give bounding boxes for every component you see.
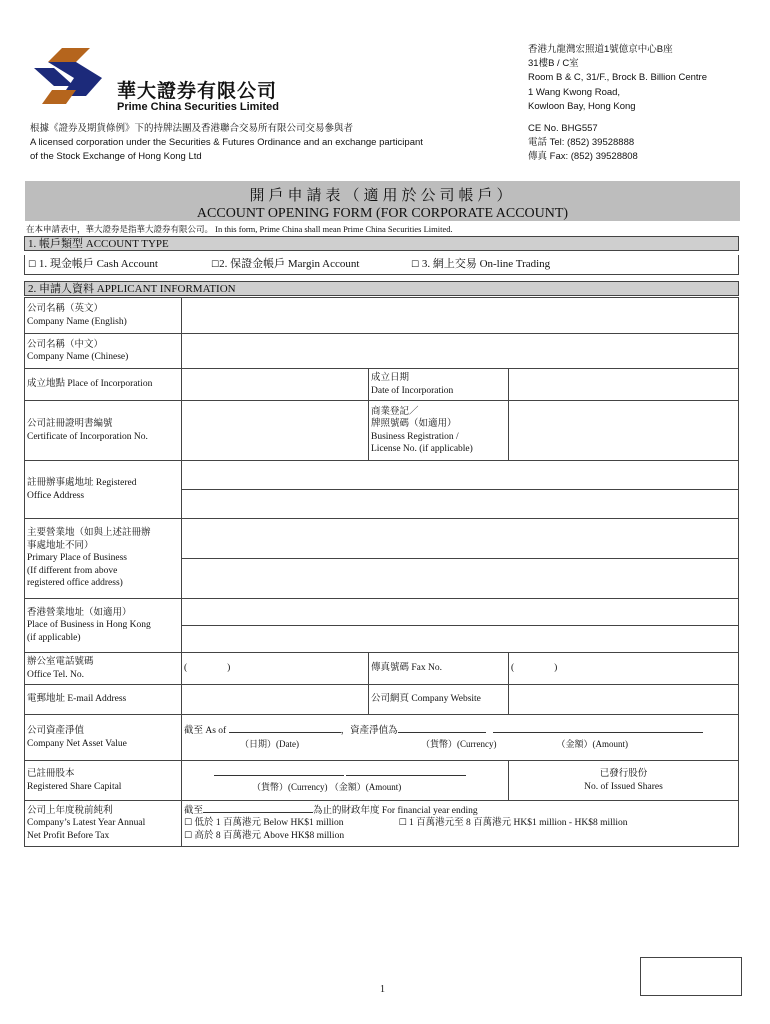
company-name-en-label: 公司名稱（英文） Company Name (English) [25, 298, 182, 334]
fax-label: 傳真號碼 Fax No. [369, 653, 509, 685]
date-of-incorporation-label: 成立日期 Date of Incorporation [369, 369, 509, 401]
licence-en-1: A licensed corporation under the Securities & Futures Ordinance and an exchange participant [30, 137, 423, 148]
company-name-en-field[interactable] [182, 298, 739, 334]
company-name-cn-field[interactable] [182, 334, 739, 369]
certificate-no-label: 公司註冊證明書編號 Certificate of Incorporation No. [25, 401, 182, 461]
account-type-options [24, 255, 739, 275]
telephone: 電話 Tel: (852) 39528888 [528, 137, 635, 148]
share-capital-field[interactable]: （貨幣）(Currency) （金額）(Amount) [182, 761, 509, 801]
primary-place-field-2[interactable] [182, 559, 739, 599]
hk-place-label: 香港營業地址（如適用） Place of Business in Hong Kong (if applicable) [25, 599, 182, 653]
registered-address-label: 註冊辦事處地址 Registered Office Address [25, 461, 182, 519]
company-logo [32, 46, 112, 106]
company-address [528, 43, 707, 114]
hk-place-field-2[interactable] [182, 626, 739, 653]
section-1-heading: 1. 帳戶類型 ACCOUNT TYPE [24, 236, 739, 251]
checkbox-icon[interactable]: ☐ [411, 260, 420, 270]
checkbox-icon[interactable]: ☐ [28, 260, 37, 270]
company-name-en: Prime China Securities Limited [117, 101, 279, 113]
form-title-bar [25, 181, 740, 221]
address-line: Room B & C, 31/F., Brock B. Billion Centre [528, 72, 707, 84]
office-use-box [640, 957, 742, 996]
date-of-incorporation-field[interactable] [509, 369, 739, 401]
office-tel-label: 辦公室電話號碼 Office Tel. No. [25, 653, 182, 685]
primary-place-field-1[interactable] [182, 519, 739, 559]
licence-cn: 根據《證券及期貨條例》下的持牌法團及香港聯合交易所有限公司交易參與者 [30, 123, 354, 134]
company-name-cn-label: 公司名稱（中文） Company Name (Chinese) [25, 334, 182, 369]
cash-account-option[interactable]: ☐ 1. 現金帳戶 Cash Account [28, 258, 158, 270]
website-field[interactable] [509, 685, 739, 715]
form-title-en: ACCOUNT OPENING FORM (FOR CORPORATE ACCOUNT) [196, 206, 569, 221]
net-asset-label: 公司資產淨值 Company Net Asset Value [25, 715, 182, 761]
address-line: 31樓B / C室 [528, 58, 579, 70]
checkbox-icon[interactable]: ☐ [184, 830, 193, 841]
br-license-label: 商業登記／ 牌照號碼（如適用） Business Registration / License No. (if applicable) [369, 401, 509, 461]
checkbox-icon[interactable]: ☐ [184, 818, 193, 829]
br-license-field[interactable] [509, 401, 739, 461]
section-2-heading: 2. 申請人資料 APPLICANT INFORMATION [24, 281, 739, 296]
net-asset-field[interactable]: 截至 As of ，資產淨值為 （日期）(Date) （貨幣）(Currency) （金額）(Amount) [182, 715, 739, 761]
form-title-cn: 開戶申請表（適用於公司帳戶） [249, 188, 516, 204]
address-line: 香港九龍灣宏照道1號億京中心B座 [528, 44, 673, 55]
registered-address-field-2[interactable] [182, 490, 739, 519]
licence-statement [30, 122, 423, 164]
address-line: 1 Wang Kwong Road, [528, 86, 621, 98]
net-profit-label: 公司上年度稅前純利 Company’s Latest Year Annual Net Profit Before Tax [25, 801, 182, 847]
email-field[interactable] [182, 685, 369, 715]
applicant-info-table [24, 297, 739, 847]
hk-place-field-1[interactable] [182, 599, 739, 626]
website-label: 公司網頁 Company Website [369, 685, 509, 715]
licence-en-2: of the Stock Exchange of Hong Kong Ltd [30, 151, 202, 162]
form-intro: 在本申請表中，華大證券是指華大證券有限公司。 In this form, Prime China shall mean Prime China Securities Limited. [26, 224, 453, 234]
online-trading-option[interactable]: ☐ 3. 網上交易 On-line Trading [411, 258, 551, 270]
checkbox-icon[interactable]: ☐ [398, 818, 407, 829]
primary-place-label: 主要營業地（如與上述註冊辦 事處地址不同） Primary Place of Business (If different from above registered office address) [25, 519, 182, 599]
contact-info [528, 122, 638, 164]
place-of-incorporation-field[interactable] [182, 369, 369, 401]
office-tel-field[interactable]: ( ) [182, 653, 369, 685]
page-number: 1 [380, 984, 385, 995]
net-profit-field[interactable]: 截至 為止的財政年度 For financial year ending ☐ 低於 1 百萬港元 Below HK$1 million ☐ 1 百萬港元至 8 百萬港元 HK$1 million - HK$8 million ☐ 高於 8 百萬港元 Above HK$8 million [182, 801, 739, 847]
margin-account-option[interactable]: ☐2. 保證金帳戶 Margin Account [211, 258, 360, 270]
fax-field[interactable]: ( ) [509, 653, 739, 685]
checkbox-icon[interactable]: ☐ [211, 260, 220, 270]
ce-number: CE No. BHG557 [528, 123, 598, 134]
fax: 傳真 Fax: (852) 39528808 [528, 151, 638, 162]
certificate-no-field[interactable] [182, 401, 369, 461]
email-label: 電郵地址 E-mail Address [25, 685, 182, 715]
address-line: Kowloon Bay, Hong Kong [528, 100, 636, 112]
registered-address-field-1[interactable] [182, 461, 739, 490]
place-of-incorporation-label: 成立地點 Place of Incorporation [25, 369, 182, 401]
company-name-cn: 華大證券有限公司 [117, 81, 278, 102]
issued-shares-label: 已發行股份 No. of Issued Shares [509, 761, 739, 801]
share-capital-label: 已註冊股本 Registered Share Capital [25, 761, 182, 801]
